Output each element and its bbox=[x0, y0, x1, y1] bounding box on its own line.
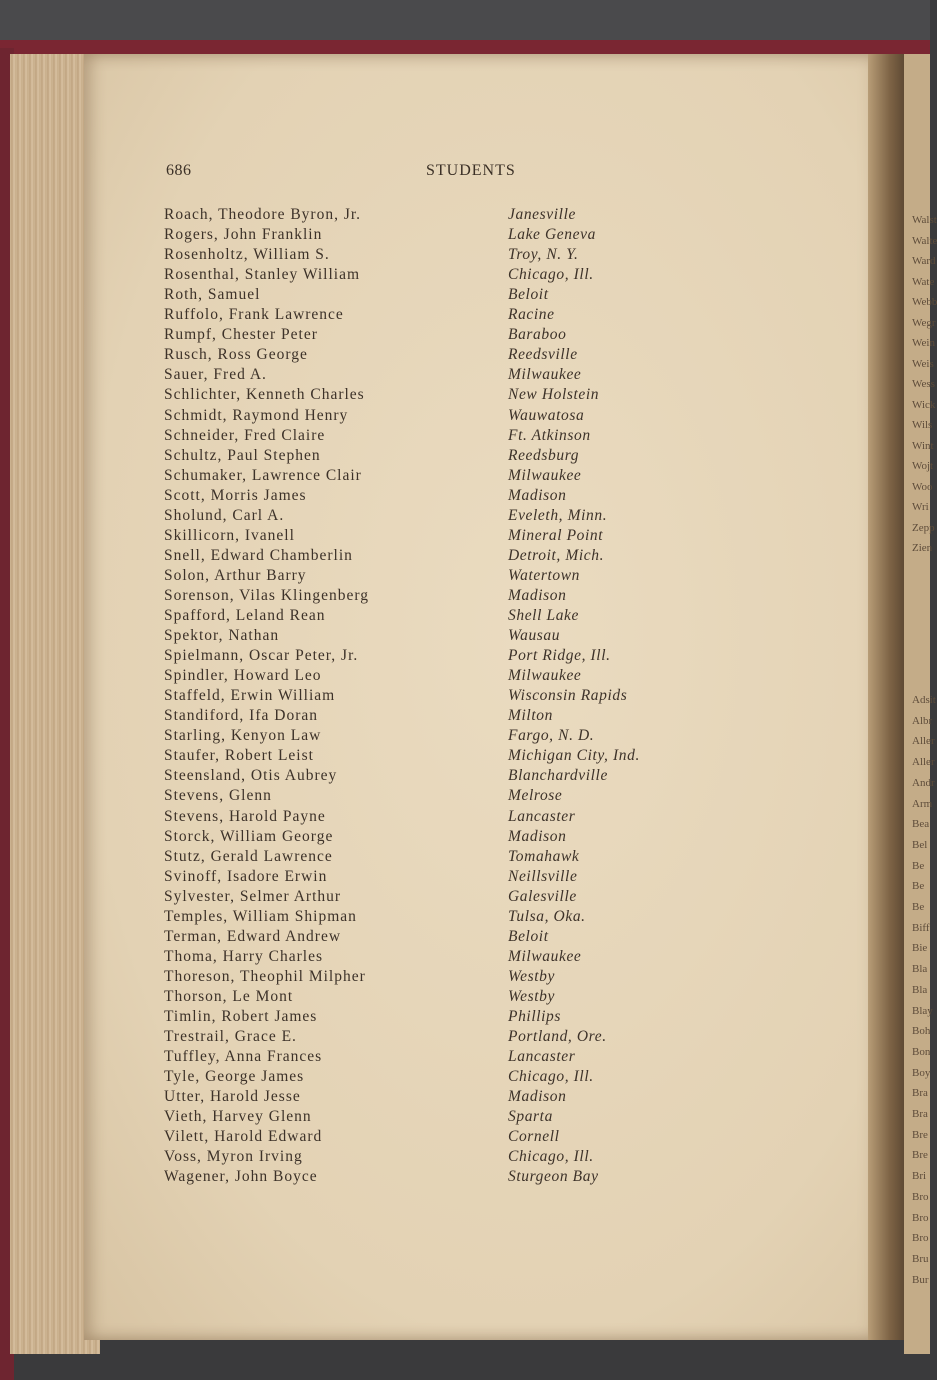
facing-page-fragment: Arm bbox=[912, 798, 933, 810]
student-hometown: Eveleth, Minn. bbox=[508, 507, 608, 524]
student-hometown: New Holstein bbox=[508, 386, 600, 403]
facing-page-fragment: Zien bbox=[912, 542, 933, 554]
facing-page-fragment: Wint bbox=[912, 440, 934, 452]
facing-page bbox=[904, 54, 937, 1354]
facing-page-fragment: Adsit bbox=[912, 694, 936, 706]
student-name: Spektor, Nathan bbox=[164, 627, 280, 644]
student-name: Stevens, Harold Payne bbox=[164, 808, 326, 825]
student-hometown: Cornell bbox=[508, 1128, 560, 1145]
student-hometown: Madison bbox=[508, 487, 567, 504]
student-hometown: Fargo, N. D. bbox=[508, 727, 595, 744]
facing-page-fragment: Bla bbox=[912, 984, 928, 996]
student-hometown: Beloit bbox=[508, 928, 549, 945]
student-hometown: Wausau bbox=[508, 627, 561, 644]
facing-page-fragment: Bur bbox=[912, 1274, 929, 1286]
student-hometown: Portland, Ore. bbox=[508, 1028, 607, 1045]
facing-page-fragment: Bie bbox=[912, 942, 928, 954]
student-hometown: Madison bbox=[508, 1088, 567, 1105]
student-name: Timlin, Robert James bbox=[164, 1008, 318, 1025]
student-name: Sorenson, Vilas Klingenberg bbox=[164, 587, 370, 604]
facing-page-fragment: Bru bbox=[912, 1253, 929, 1265]
facing-page-fragment: Walte bbox=[912, 235, 937, 247]
student-hometown: Mineral Point bbox=[508, 527, 604, 544]
student-name: Snell, Edward Chamberlin bbox=[164, 547, 353, 564]
facing-page-fragment: Wils bbox=[912, 419, 933, 431]
student-name: Tuffley, Anna Frances bbox=[164, 1048, 323, 1065]
facing-page-fragment: Bre bbox=[912, 1149, 928, 1161]
student-hometown: Baraboo bbox=[508, 326, 567, 343]
student-hometown: Wisconsin Rapids bbox=[508, 687, 628, 704]
student-hometown: Sturgeon Bay bbox=[508, 1168, 599, 1185]
facing-page-fragment: Zepp bbox=[912, 522, 935, 534]
facing-page-fragment: Bon bbox=[912, 1046, 931, 1058]
student-hometown: Madison bbox=[508, 587, 567, 604]
student-name: Temples, William Shipman bbox=[164, 908, 357, 925]
student-hometown: Milwaukee bbox=[508, 667, 582, 684]
facing-page-fragment: Wri bbox=[912, 501, 929, 513]
facing-page-fragment: Bla bbox=[912, 963, 928, 975]
student-hometown: Tulsa, Oka. bbox=[508, 908, 586, 925]
student-hometown: Beloit bbox=[508, 286, 549, 303]
facing-page-fragment: Bra bbox=[912, 1108, 928, 1120]
student-hometown: Neillsville bbox=[508, 868, 578, 885]
student-hometown: Westby bbox=[508, 968, 555, 985]
student-hometown: Ft. Atkinson bbox=[508, 427, 591, 444]
student-name: Trestrail, Grace E. bbox=[164, 1028, 297, 1045]
student-name: Standiford, Ifa Doran bbox=[164, 707, 318, 724]
facing-page-fragment: Albr bbox=[912, 715, 933, 727]
facing-page-fragment: Bre bbox=[912, 1129, 928, 1141]
student-name: Schlichter, Kenneth Charles bbox=[164, 386, 365, 403]
student-name: Scott, Morris James bbox=[164, 487, 307, 504]
facing-page-fragment: Bro bbox=[912, 1212, 929, 1224]
student-name: Staffeld, Erwin William bbox=[164, 687, 336, 704]
student-name: Schneider, Fred Claire bbox=[164, 427, 326, 444]
student-name: Stevens, Glenn bbox=[164, 787, 272, 804]
book-gutter bbox=[868, 54, 904, 1340]
facing-page-fragment: Wess bbox=[912, 378, 935, 390]
student-hometown: Sparta bbox=[508, 1108, 553, 1125]
student-hometown: Chicago, Ill. bbox=[508, 266, 594, 283]
facing-page-fragment: Wojt bbox=[912, 460, 934, 472]
student-hometown: Tomahawk bbox=[508, 848, 580, 865]
student-name: Sauer, Fred A. bbox=[164, 366, 267, 383]
student-hometown: Port Ridge, Ill. bbox=[508, 647, 611, 664]
student-name: Staufer, Robert Leist bbox=[164, 747, 314, 764]
student-name: Solon, Arthur Barry bbox=[164, 567, 307, 584]
page-number: 686 bbox=[166, 162, 192, 179]
student-name: Steensland, Otis Aubrey bbox=[164, 767, 338, 784]
facing-page-fragment: Weis bbox=[912, 358, 934, 370]
student-hometown: Madison bbox=[508, 828, 567, 845]
student-hometown: Troy, N. Y. bbox=[508, 246, 579, 263]
student-name: Roach, Theodore Byron, Jr. bbox=[164, 206, 362, 223]
student-name: Schultz, Paul Stephen bbox=[164, 447, 321, 464]
student-hometown: Janesville bbox=[508, 206, 576, 223]
facing-page-fragment: Webb bbox=[912, 296, 937, 308]
student-name: Vieth, Harvey Glenn bbox=[164, 1108, 312, 1125]
student-hometown: Lake Geneva bbox=[508, 226, 596, 243]
facing-page-fragment: Aller bbox=[912, 756, 935, 768]
student-hometown: Watertown bbox=[508, 567, 581, 584]
student-name: Sylvester, Selmer Arthur bbox=[164, 888, 342, 905]
student-name: Tyle, George James bbox=[164, 1068, 305, 1085]
facing-page-fragment: Bea bbox=[912, 818, 930, 830]
facing-page-fragment: Boh bbox=[912, 1025, 931, 1037]
student-name: Utter, Harold Jesse bbox=[164, 1088, 301, 1105]
student-hometown: Wauwatosa bbox=[508, 407, 585, 424]
student-name: Svinoff, Isadore Erwin bbox=[164, 868, 328, 885]
facing-page-fragment: Bra bbox=[912, 1087, 928, 1099]
student-hometown: Reedsburg bbox=[508, 447, 580, 464]
facing-page-fragment: Biff bbox=[912, 922, 930, 934]
facing-page-fragment: Bri bbox=[912, 1170, 927, 1182]
facing-page-fragment: Blay bbox=[912, 1005, 933, 1017]
student-hometown: Milwaukee bbox=[508, 467, 582, 484]
facing-page-fragment: Bel bbox=[912, 839, 928, 851]
student-name: Starling, Kenyon Law bbox=[164, 727, 322, 744]
student-name: Storck, William George bbox=[164, 828, 334, 845]
facing-page-fragment: Be bbox=[912, 860, 925, 872]
facing-page-fragment: Andr bbox=[912, 777, 935, 789]
student-name: Rumpf, Chester Peter bbox=[164, 326, 318, 343]
facing-page-fragment: Walst bbox=[912, 214, 937, 226]
facing-page-fragment: Wate bbox=[912, 276, 935, 288]
student-name: Rosenholtz, William S. bbox=[164, 246, 330, 263]
facing-page-fragment: Be bbox=[912, 901, 925, 913]
student-name: Wagener, John Boyce bbox=[164, 1168, 318, 1185]
student-name: Schmidt, Raymond Henry bbox=[164, 407, 349, 424]
student-hometown: Galesville bbox=[508, 888, 577, 905]
student-hometown: Blanchardville bbox=[508, 767, 608, 784]
facing-page-fragment: Ward bbox=[912, 255, 936, 267]
student-name: Rogers, John Franklin bbox=[164, 226, 323, 243]
student-name: Thoma, Harry Charles bbox=[164, 948, 324, 965]
student-hometown: Phillips bbox=[508, 1008, 562, 1025]
student-hometown: Shell Lake bbox=[508, 607, 579, 624]
student-hometown: Milwaukee bbox=[508, 366, 582, 383]
student-hometown: Chicago, Ill. bbox=[508, 1148, 594, 1165]
facing-page-fragment: Wegr bbox=[912, 317, 936, 329]
student-hometown: Milwaukee bbox=[508, 948, 582, 965]
student-name: Voss, Myron Irving bbox=[164, 1148, 303, 1165]
student-name: Schumaker, Lawrence Clair bbox=[164, 467, 362, 484]
student-name: Roth, Samuel bbox=[164, 286, 261, 303]
student-name: Stutz, Gerald Lawrence bbox=[164, 848, 333, 865]
student-name: Terman, Edward Andrew bbox=[164, 928, 342, 945]
student-hometown: Melrose bbox=[508, 787, 563, 804]
student-name: Spafford, Leland Rean bbox=[164, 607, 326, 624]
student-hometown: Michigan City, Ind. bbox=[508, 747, 640, 764]
student-name: Spindler, Howard Leo bbox=[164, 667, 322, 684]
student-hometown: Lancaster bbox=[508, 1048, 576, 1065]
student-name: Rosenthal, Stanley William bbox=[164, 266, 361, 283]
facing-page-fragment: Wein bbox=[912, 337, 935, 349]
facing-page-fragment: Bro bbox=[912, 1232, 929, 1244]
student-hometown: Racine bbox=[508, 306, 555, 323]
student-hometown: Milton bbox=[508, 707, 553, 724]
student-name: Rusch, Ross George bbox=[164, 346, 308, 363]
facing-page-fragment: Bro bbox=[912, 1191, 929, 1203]
student-hometown: Lancaster bbox=[508, 808, 576, 825]
student-name: Thorson, Le Mont bbox=[164, 988, 294, 1005]
student-hometown: Detroit, Mich. bbox=[508, 547, 605, 564]
facing-page-fragment: Be bbox=[912, 880, 925, 892]
student-name: Sholund, Carl A. bbox=[164, 507, 285, 524]
student-name: Thoreson, Theophil Milpher bbox=[164, 968, 366, 985]
facing-page-fragment: Aller bbox=[912, 735, 935, 747]
student-hometown: Reedsville bbox=[508, 346, 578, 363]
book-cover-edge bbox=[0, 40, 930, 54]
student-hometown: Chicago, Ill. bbox=[508, 1068, 594, 1085]
facing-page-fragment: Wick bbox=[912, 399, 936, 411]
facing-page-fragment: Boy bbox=[912, 1067, 931, 1079]
student-name: Skillicorn, Ivanell bbox=[164, 527, 295, 544]
facing-page-fragment: Woo bbox=[912, 481, 933, 493]
student-name: Ruffolo, Frank Lawrence bbox=[164, 306, 344, 323]
running-head: STUDENTS bbox=[426, 162, 516, 179]
student-hometown: Westby bbox=[508, 988, 555, 1005]
student-name: Vilett, Harold Edward bbox=[164, 1128, 323, 1145]
student-name: Spielmann, Oscar Peter, Jr. bbox=[164, 647, 359, 664]
